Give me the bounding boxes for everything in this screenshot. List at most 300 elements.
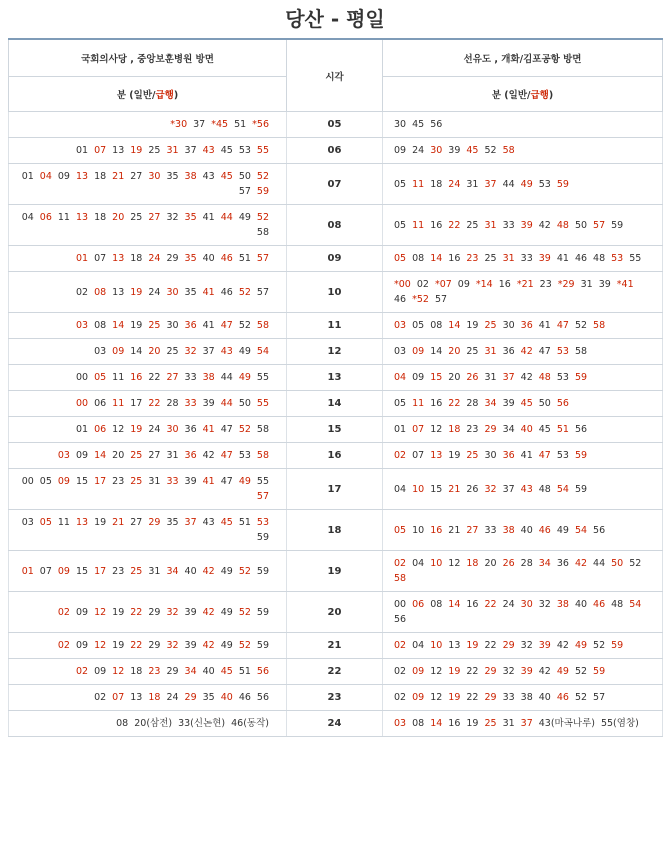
minute: 29 xyxy=(148,640,161,651)
express-minute: 25 xyxy=(484,320,497,331)
minute: 25 xyxy=(148,145,161,156)
minute: 42 xyxy=(538,666,551,677)
minute: 01 xyxy=(394,424,407,435)
hour-cell: 17 xyxy=(287,469,383,510)
express-minute: 52 xyxy=(238,424,251,435)
express-minute: 07 xyxy=(112,692,125,703)
right-minutes xyxy=(383,205,663,246)
express-minute: 14 xyxy=(448,599,461,610)
express-minute: 20 xyxy=(148,346,161,357)
minute: 09 xyxy=(75,640,89,651)
minute: 25 xyxy=(466,346,479,357)
minute: 33(신논현) xyxy=(178,718,226,729)
express-minute: 45 xyxy=(220,517,233,528)
express-minute: 42 xyxy=(520,346,533,357)
express-minute: 58 xyxy=(593,320,606,331)
express-minute: 59 xyxy=(593,666,606,677)
express-minute: 25 xyxy=(130,565,143,577)
left-minutes xyxy=(9,551,287,592)
minute: 02 xyxy=(416,279,429,290)
minute: 36 xyxy=(184,424,197,435)
minute: 09 xyxy=(75,606,89,618)
right-minutes xyxy=(383,138,663,164)
express-minute: *56 xyxy=(252,119,269,130)
minute: 40 xyxy=(202,666,215,677)
left-minutes xyxy=(9,138,287,164)
minute: 29 xyxy=(166,253,179,264)
express-minute: 12 xyxy=(94,606,107,618)
minute: 56 xyxy=(574,424,588,435)
express-minute: 19 xyxy=(466,640,479,651)
express-minute: 54 xyxy=(256,346,269,357)
right-minutes xyxy=(383,365,663,391)
left-minutes xyxy=(9,592,287,633)
express-minute: 31 xyxy=(166,145,179,156)
express-minute: 21 xyxy=(112,517,125,528)
minute: 31 xyxy=(580,279,593,290)
express-minute: 52 xyxy=(238,286,251,298)
minute: 01 xyxy=(75,424,89,435)
minute: 41 xyxy=(202,212,215,223)
right-direction-header: 선유도 , 개화/김포공항 방면 xyxy=(383,39,663,77)
minute: 56 xyxy=(430,119,443,130)
minute: 48 xyxy=(593,253,606,264)
express-minute: 59 xyxy=(611,640,624,651)
minute: 51 xyxy=(238,253,251,264)
hour-cell: 16 xyxy=(287,443,383,469)
minute: 57 xyxy=(434,294,448,305)
left-minutes xyxy=(9,417,287,443)
hour-cell: 06 xyxy=(287,138,383,164)
table-row xyxy=(9,246,663,272)
left-minutes xyxy=(9,659,287,685)
right-minutes xyxy=(383,711,663,737)
minute: 49 xyxy=(220,640,233,651)
express-minute: 02 xyxy=(394,640,407,651)
minute: 52 xyxy=(238,320,251,331)
express-minute: 09 xyxy=(412,692,425,703)
table-row xyxy=(9,633,663,659)
express-minute: 36 xyxy=(520,320,533,331)
minute: 46 xyxy=(394,294,407,305)
table-row xyxy=(9,469,663,510)
express-minute: 30 xyxy=(166,424,179,435)
minute: 36 xyxy=(502,346,515,357)
left-minutes xyxy=(9,443,287,469)
minute: 41 xyxy=(202,320,215,331)
minute: 44 xyxy=(593,558,606,569)
express-minute: 05 xyxy=(39,517,52,528)
express-minute: 34 xyxy=(484,398,497,409)
minute: 10 xyxy=(412,524,425,536)
hour-cell: 11 xyxy=(287,313,383,339)
minute: 51 xyxy=(238,517,251,528)
express-minute: 41 xyxy=(202,424,215,435)
express-minute: *21 xyxy=(516,279,534,290)
express-minute: 39 xyxy=(538,640,551,651)
minute: 11 xyxy=(57,517,70,528)
express-minute: 24 xyxy=(148,253,161,264)
minute: 52 xyxy=(593,640,606,651)
minute: 27 xyxy=(148,450,161,461)
minute: 21 xyxy=(448,524,461,536)
minute: 52 xyxy=(629,558,642,569)
minute: 09 xyxy=(394,145,407,156)
express-minute: 53 xyxy=(256,517,269,528)
minute: 46 xyxy=(220,286,233,298)
express-minute: 33 xyxy=(184,398,197,409)
express-minute: 34 xyxy=(538,558,551,569)
express-minute: 45 xyxy=(220,666,233,677)
express-minute: 04 xyxy=(394,372,407,383)
minute: 15 xyxy=(75,565,89,577)
right-minutes xyxy=(383,443,663,469)
minute: 32 xyxy=(538,599,551,610)
express-minute: 07 xyxy=(94,145,107,156)
minute: 50 xyxy=(574,219,588,231)
minute: 20 xyxy=(484,558,497,569)
minute: 32 xyxy=(520,640,533,651)
left-minutes xyxy=(9,510,287,551)
left-minutes xyxy=(9,685,287,711)
express-minute: 38 xyxy=(556,599,569,610)
minute: 33 xyxy=(484,524,497,536)
minute: 22 xyxy=(148,372,161,383)
hour-cell: 07 xyxy=(287,164,383,205)
minute: 43(마곡나루) xyxy=(538,718,595,729)
express-minute: 01 xyxy=(21,565,34,577)
minute: 25 xyxy=(166,346,179,357)
minute: 40 xyxy=(574,599,588,610)
minute: 47 xyxy=(220,476,233,487)
minute: 29 xyxy=(148,606,161,618)
express-minute: 11 xyxy=(412,219,425,231)
left-direction-header: 국회의사당 , 중앙보훈병원 방면 xyxy=(9,39,287,77)
express-minute: 05 xyxy=(394,253,407,264)
express-minute: 52 xyxy=(256,171,269,182)
express-minute: 32 xyxy=(166,640,179,651)
minute: 39 xyxy=(184,606,197,618)
express-minute: 37 xyxy=(502,372,515,383)
minute: 59 xyxy=(574,483,588,495)
express-minute: 47 xyxy=(556,320,569,331)
minute: 56 xyxy=(256,692,269,703)
minute: 32 xyxy=(166,212,179,223)
minute: 37 xyxy=(184,145,197,156)
express-minute: 42 xyxy=(202,565,215,577)
express-minute: 18 xyxy=(466,558,479,569)
table-row xyxy=(9,551,663,592)
right-minutes xyxy=(383,633,663,659)
minute: 05 xyxy=(412,320,425,331)
minute: 53 xyxy=(238,450,251,461)
minute: 50 xyxy=(238,398,251,409)
express-minute: 01 xyxy=(75,253,89,264)
minute: 49 xyxy=(556,524,569,536)
express-minute: 24 xyxy=(448,178,461,190)
minute: 30 xyxy=(484,450,497,461)
express-minute: 49 xyxy=(238,476,251,487)
minute: 08 xyxy=(94,320,107,331)
table-row xyxy=(9,205,663,246)
minute: 38 xyxy=(520,692,533,703)
express-minute: 22 xyxy=(130,640,143,651)
table-row xyxy=(9,339,663,365)
minute: 13 xyxy=(112,286,125,298)
express-minute: 46 xyxy=(593,599,606,610)
minute: 26 xyxy=(466,483,479,495)
express-minute: 12 xyxy=(94,640,107,651)
minute: 58 xyxy=(256,227,269,238)
minute: 35 xyxy=(166,171,179,182)
express-minute: 21 xyxy=(448,483,461,495)
express-minute: 13 xyxy=(430,450,443,461)
express-minute: 34 xyxy=(166,565,179,577)
express-minute: 29 xyxy=(502,640,515,651)
minute: 37 xyxy=(193,119,206,130)
minute: 17 xyxy=(130,398,143,409)
express-minute: 40 xyxy=(220,692,233,703)
express-minute: 03 xyxy=(57,450,70,461)
minute: 37 xyxy=(202,346,215,357)
express-minute: 10 xyxy=(430,558,443,569)
table-row xyxy=(9,272,663,313)
minute: 33 xyxy=(502,219,515,231)
express-minute: 11 xyxy=(412,398,425,409)
express-minute: 43 xyxy=(220,346,233,357)
express-minute: 25 xyxy=(130,450,143,461)
express-minute: 35 xyxy=(184,253,197,264)
express-minute: 14 xyxy=(94,450,107,461)
minute: 57 xyxy=(593,692,606,703)
left-minutes xyxy=(9,365,287,391)
left-minutes xyxy=(9,272,287,313)
express-minute: 32 xyxy=(166,606,179,618)
minute: 31 xyxy=(484,372,497,383)
express-minute: 30 xyxy=(520,599,533,610)
hour-cell: 22 xyxy=(287,659,383,685)
minute: 33 xyxy=(502,692,515,703)
minute: 22 xyxy=(484,640,497,651)
express-minute: 00 xyxy=(75,398,89,409)
minute: 12 xyxy=(430,424,443,435)
express-minute: 14 xyxy=(430,253,443,264)
express-minute: 19 xyxy=(130,424,143,435)
minute: 12 xyxy=(112,424,125,435)
table-row xyxy=(9,592,663,633)
minute: 19 xyxy=(94,517,107,528)
express-minute: 57 xyxy=(256,491,269,502)
right-minutes xyxy=(383,592,663,633)
express-minute: 52 xyxy=(238,606,251,618)
express-minute: 36 xyxy=(184,320,197,331)
express-minute: 12 xyxy=(112,666,125,677)
table-row xyxy=(9,391,663,417)
express-minute: 31 xyxy=(484,346,497,357)
minute: 02 xyxy=(394,692,407,703)
minute: 23 xyxy=(112,476,125,487)
express-minute: 49 xyxy=(556,666,569,677)
timetable xyxy=(8,38,663,737)
page-title: 당산 - 평일 xyxy=(285,7,385,31)
minute: 52 xyxy=(484,145,497,156)
express-minute: 06 xyxy=(412,599,425,610)
minute: 28 xyxy=(466,398,479,409)
minute: 56 xyxy=(394,614,407,625)
express-minute: 48 xyxy=(538,372,551,383)
minute: 05 xyxy=(394,219,407,231)
minute: 51 xyxy=(234,119,247,130)
express-minute: 49 xyxy=(520,178,533,190)
express-minute: 41 xyxy=(202,476,215,487)
minute: 18 xyxy=(94,171,107,182)
express-minute: 56 xyxy=(556,398,569,409)
right-minutes xyxy=(383,551,663,592)
minute: 51 xyxy=(238,666,251,677)
left-minutes xyxy=(9,112,287,138)
minute: 29 xyxy=(166,666,179,677)
right-minutes xyxy=(383,469,663,510)
hour-cell: 21 xyxy=(287,633,383,659)
hour-cell: 15 xyxy=(287,417,383,443)
express-minute: 23 xyxy=(466,253,479,264)
hour-cell: 19 xyxy=(287,551,383,592)
hour-cell: 09 xyxy=(287,246,383,272)
minute: 24 xyxy=(166,692,179,703)
hour-cell: 13 xyxy=(287,365,383,391)
express-minute: 22 xyxy=(448,398,461,409)
minute: 23 xyxy=(539,279,552,290)
minute: 05 xyxy=(394,178,407,190)
express-minute: 52 xyxy=(238,565,251,577)
express-minute: 54 xyxy=(574,524,588,536)
minute: 09 xyxy=(57,171,70,182)
express-minute: 30 xyxy=(148,171,161,182)
minute: 02 xyxy=(394,666,407,677)
minute: 46(동작) xyxy=(231,718,269,729)
express-minute: 29 xyxy=(484,692,497,703)
express-minute: 19 xyxy=(448,666,461,677)
minute: 57 xyxy=(256,286,269,298)
express-minute: 27 xyxy=(466,524,479,536)
minute: 42 xyxy=(556,640,569,651)
express-minute: 08 xyxy=(94,286,107,298)
express-minute: 13 xyxy=(112,253,125,264)
minute: 46 xyxy=(238,692,251,703)
left-minutes xyxy=(9,711,287,737)
hour-cell: 24 xyxy=(287,711,383,737)
minute: 08 xyxy=(412,253,425,264)
minute: 33 xyxy=(184,372,197,383)
minute: 09 xyxy=(75,450,89,461)
express-minute: 16 xyxy=(130,372,143,383)
express-minute: 10 xyxy=(430,640,443,651)
express-minute: 47 xyxy=(220,450,233,461)
minute: 40 xyxy=(520,524,533,536)
express-minute: 57 xyxy=(256,253,269,264)
minute: 40 xyxy=(538,692,551,703)
minute: 02 xyxy=(94,692,107,703)
minute: 28 xyxy=(166,398,179,409)
minute: 08 xyxy=(430,599,443,610)
minute: 55(염창) xyxy=(600,718,639,729)
minute: 53 xyxy=(538,178,551,190)
minute: 24 xyxy=(412,145,425,156)
minute: 20 xyxy=(112,450,125,461)
left-minutes xyxy=(9,313,287,339)
express-minute: 40 xyxy=(520,424,533,435)
minute: 45 xyxy=(220,145,233,156)
express-minute: 27 xyxy=(166,372,179,383)
left-minute-subheader: 분 (일반/급행) xyxy=(9,77,287,112)
minute: 30 xyxy=(394,119,407,130)
express-minute: 33 xyxy=(166,476,179,487)
express-minute: 36 xyxy=(184,450,197,461)
express-minute: 45 xyxy=(520,398,533,409)
minute: 59 xyxy=(256,606,269,618)
minute: 50 xyxy=(238,171,251,182)
minute: 35 xyxy=(202,692,215,703)
minute: 03 xyxy=(21,517,34,528)
minute: 16 xyxy=(498,279,511,290)
express-minute: 55 xyxy=(256,398,269,409)
express-minute: 29 xyxy=(148,517,161,528)
minute: 14 xyxy=(130,346,143,357)
hour-cell: 14 xyxy=(287,391,383,417)
hour-cell: 18 xyxy=(287,510,383,551)
express-minute: 37 xyxy=(520,718,533,729)
express-minute: 43 xyxy=(520,483,533,495)
minute: 59 xyxy=(256,565,269,577)
right-minutes xyxy=(383,272,663,313)
express-minute: 11 xyxy=(412,178,425,190)
minute: 53 xyxy=(556,450,569,461)
express-minute: 13 xyxy=(75,517,89,528)
minute: 20 xyxy=(448,372,461,383)
express-minute: 58 xyxy=(502,145,515,156)
express-minute: 13 xyxy=(75,212,89,223)
express-minute: 45 xyxy=(220,171,233,182)
minute: 19 xyxy=(466,320,479,331)
minute: 19 xyxy=(448,450,461,461)
minute: 31 xyxy=(148,476,161,487)
minute: 43 xyxy=(202,517,215,528)
minute: 41 xyxy=(556,253,569,264)
minute: 04 xyxy=(412,640,425,651)
express-minute: 51 xyxy=(556,424,569,435)
minute: 05 xyxy=(394,398,407,409)
express-minute: 59 xyxy=(556,178,569,190)
minute: 40 xyxy=(184,565,197,577)
minute: 45 xyxy=(538,424,551,435)
express-minute: 19 xyxy=(130,286,143,298)
express-minute: 49 xyxy=(238,372,251,383)
express-minute: 17 xyxy=(94,476,107,487)
express-minute: 46 xyxy=(556,692,569,703)
right-minute-subheader: 분 (일반/급행) xyxy=(383,77,663,112)
minute: 31 xyxy=(466,178,479,190)
express-minute: 06 xyxy=(94,424,107,435)
minute: 39 xyxy=(598,279,611,290)
minute: 25 xyxy=(466,219,479,231)
minute: 19 xyxy=(112,640,125,651)
express-minute: 49 xyxy=(574,640,588,651)
express-minute: 05 xyxy=(394,524,407,536)
express-minute: 15 xyxy=(430,372,443,383)
express-minute: 27 xyxy=(148,212,161,223)
minute: 04 xyxy=(21,212,34,223)
express-minute: *30 xyxy=(170,119,188,130)
